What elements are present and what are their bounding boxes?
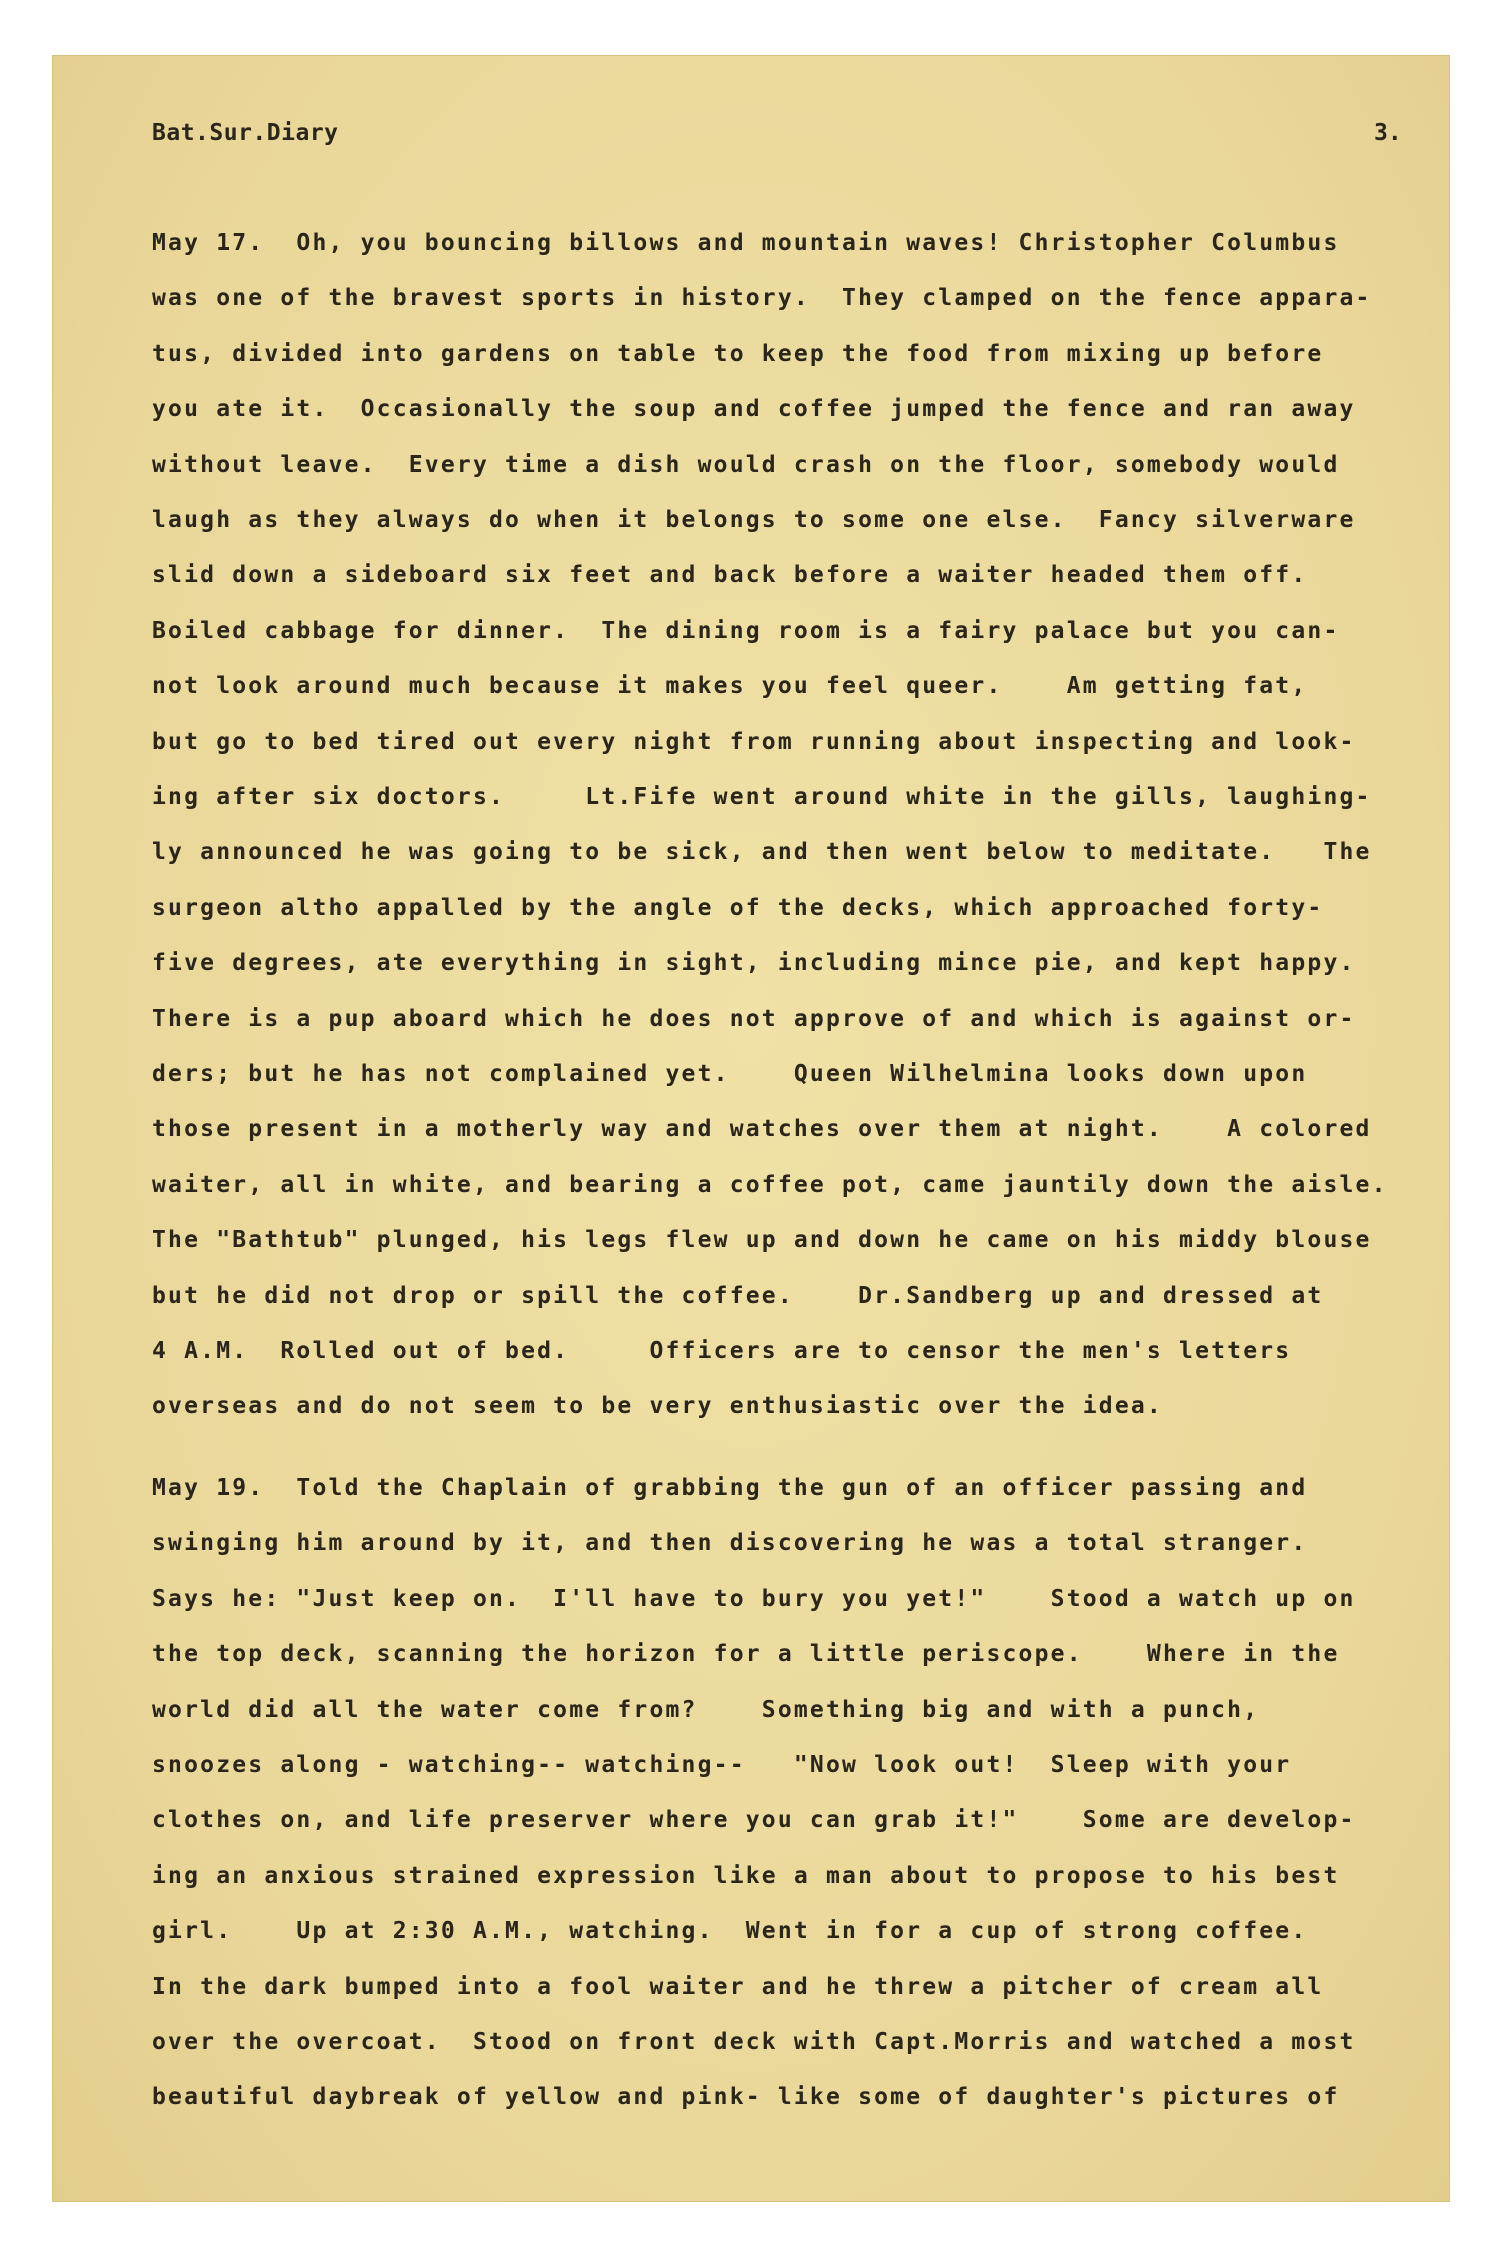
text-line: ly announced he was going to be sick, and then went below to meditate. The xyxy=(152,839,1372,866)
text-line: ing after six doctors. Lt.Fife went around white in the gills, laughing- xyxy=(152,784,1372,810)
text-line: over the overcoat. Stood on front deck with Capt.Morris and watched a most xyxy=(152,2029,1356,2055)
text-line: not look around much because it makes you feel queer. Am getting fat, xyxy=(152,673,1308,700)
text-line: In the dark bumped into a fool waiter and he threw a pitcher of cream all xyxy=(152,1973,1324,2000)
text-line: you ate it. Occasionally the soup and coffee jumped the fence and ran away xyxy=(152,396,1356,423)
text-line: those present in a motherly way and watches over them at night. A colored xyxy=(152,1116,1372,1143)
text-line: Says he: "Just keep on. I'll have to bury you yet!" Stood a watch up on xyxy=(152,1585,1356,1612)
text-line: surgeon altho appalled by the angle of the decks, which approached forty- xyxy=(152,894,1324,921)
text-line: clothes on, and life preserver where you can grab it!" Some are develop- xyxy=(152,1807,1356,1834)
text-line: the top deck, scanning the horizon for a little periscope. Where in the xyxy=(152,1641,1340,1668)
text-line: but he did not drop or spill the coffee. Dr.Sandberg up and dressed at xyxy=(152,1282,1324,1309)
text-line: waiter, all in white, and bearing a coffee pot, came jauntily down the aisle. xyxy=(152,1171,1388,1198)
text-line: ders; but he has not complained yet. Queen Wilhelmina looks down upon xyxy=(152,1061,1308,1087)
text-line: tus, divided into gardens on table to keep the food from mixing up before xyxy=(152,340,1324,367)
text-line: snoozes along - watching-- watching-- "Now look out! Sleep with your xyxy=(152,1752,1292,1778)
page-number: 3. xyxy=(1374,120,1402,146)
text-line: Boiled cabbage for dinner. The dining room is a fairy palace but you can- xyxy=(152,617,1340,644)
text-line: without leave. Every time a dish would crash on the floor, somebody would xyxy=(152,451,1340,478)
text-line: beautiful daybreak of yellow and pink- like some of daughter's pictures of xyxy=(152,2084,1340,2111)
text-line: May 17. Oh, you bouncing billows and mountain waves! Christopher Columbus xyxy=(152,230,1340,256)
text-line: swinging him around by it, and then discovering he was a total stranger. xyxy=(152,1530,1308,1557)
text-line: 4 A.M. Rolled out of bed. Officers are to censor the men's letters xyxy=(152,1338,1292,1364)
text-line: five degrees, ate everything in sight, including mince pie, and kept happy. xyxy=(152,950,1356,977)
text-line: There is a pup aboard which he does not approve of and which is against or- xyxy=(152,1005,1356,1032)
text-line: girl. Up at 2:30 A.M., watching. Went in for a cup of strong coffee. xyxy=(152,1918,1308,1945)
text-line: slid down a sideboard six feet and back before a waiter headed them off. xyxy=(152,562,1308,589)
text-line: but go to bed tired out every night from running about inspecting and look- xyxy=(152,728,1356,755)
text-line: ing an anxious strained expression like a man about to propose to his best xyxy=(152,1862,1340,1889)
text-line: was one of the bravest sports in history. They clamped on the fence appara- xyxy=(152,285,1372,312)
text-line: overseas and do not seem to be very enthusiastic over the idea. xyxy=(152,1393,1163,1420)
page-header-title: Bat.Sur.Diary xyxy=(152,120,339,146)
text-line: laugh as they always do when it belongs to some one else. Fancy silverware xyxy=(152,507,1356,533)
text-line: world did all the water come from? Something big and with a punch, xyxy=(152,1696,1260,1723)
text-line: May 19. Told the Chaplain of grabbing the gun of an officer passing and xyxy=(152,1475,1308,1501)
text-line: The "Bathtub" plunged, his legs flew up and down he came on his middy blouse xyxy=(152,1227,1372,1254)
